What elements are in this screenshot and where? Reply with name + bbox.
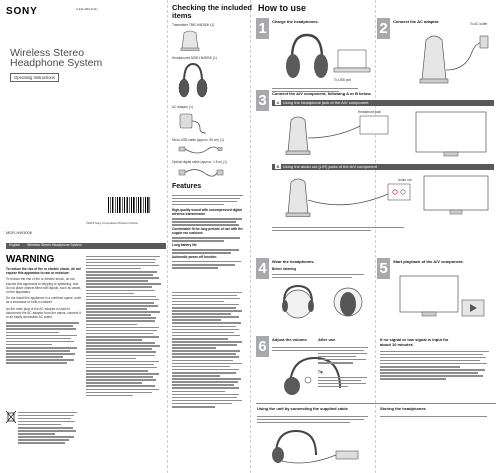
step-4-title: Wear the headphones. [272,259,315,264]
step-3-title: Connect the A/V component, following A or B below. [272,91,372,96]
step-3a-title: Using the headphone jack of the A/V component [282,100,369,105]
item-optical-cable-label: Optical digital cable (approx. 1.5 m) (1) [172,160,227,164]
headphones-image [178,62,208,100]
cover-body-column-2 [86,254,164,398]
step-3b-bar [272,164,494,170]
step-1-computer-image [330,48,372,78]
language-section-title: Wireless Stereo Headphone System [27,243,82,247]
warning-title: WARNING [6,254,55,265]
crossed-bin-icon [6,411,16,423]
feature-1-text [172,218,246,226]
step-2-transmitter-image [394,30,494,86]
usb-cable-section-title: Using the unit by connecting the supplied cable [257,406,348,411]
cover-subtitle: Operating Instructions [10,73,59,82]
step-4-number: 4 [256,258,269,279]
to-ac-outlet-label: To AC outlet [470,22,488,26]
barcode-graphic [107,197,151,219]
copyright: ©2015 Sony Corporation Printed in China [86,221,138,225]
feature-4: Automatic power-off function [172,255,217,260]
cover-title-line2: Headphone System [10,57,103,69]
warning-section [6,254,82,366]
feature-2: Comfortable fit for long periods of use with the supple ear cushions [172,227,244,236]
ac-adaptor-image [178,111,208,135]
step-3-text [272,225,492,233]
warning-paragraph-2: Do not install the appliance in a confined space, such as a bookcase or built-in cabinet. [6,296,82,305]
to-usb-port-label: To USB port [334,78,352,82]
document-code: 4-441-284-11(1) [76,7,98,11]
step-6-title: Adjust the volume. [272,337,308,342]
item-transmitter-label: Transmitter TMR-HW300K (1) [172,23,215,27]
item-usb-cable-label: Micro-USB cable (approx. 50 cm) (1) [172,138,224,142]
usb-cable-image [178,143,224,157]
step-3a-diagram [276,108,492,162]
usb-cable-section-text [257,414,373,425]
features-intro [172,193,246,207]
no-signal-title-line2: about 10 minutes [380,342,413,347]
language-label: English [9,243,21,247]
after-use-title: After use [318,337,336,342]
step-2-title: Connect the AC adaptor. [393,19,440,24]
step-5-title: Start playback of the A/V component. [393,259,464,264]
warning-more-text [6,322,82,364]
step-3b-diagram [276,172,492,224]
headphone-jack-label: Headphone jack [358,110,382,114]
disposal-notes [6,410,82,428]
warning-paragraph-1: To reduce the risk of fire or electric shock, do not expose this apparatus to dripping or splashing, and do not place objects filled with liquids, such as vases, on the apparatus. [6,277,82,295]
step-3a-bar [272,100,494,106]
usb-cable-connection-image [266,425,366,469]
feature-1: High-quality sound with uncompressed digital wireless transmission [172,208,242,217]
step-3b-title: Using the audio out (L/R) jacks of the A/V component [282,164,377,169]
item-ac-adaptor-label: AC adaptor (1) [172,105,193,109]
no-signal-title-line1: If no signal or low signal is input for [380,337,449,342]
step-1-headphones-image [284,32,330,82]
feature-4-text [172,261,246,269]
optical-cable-image [178,166,224,180]
fold-line-2 [250,0,251,473]
fold-line-1 [167,0,168,473]
step-2-number: 2 [377,18,390,39]
warning-paragraph-3: As the main plug of the AC adaptor is used to disconnect the AC adaptor from the mains, connect it to an easily accessible AC outlet. [6,306,81,320]
step-1-number: 1 [256,18,269,39]
step-3a-badge: A [276,100,280,105]
step-6-number: 6 [256,336,269,357]
item-headphones-label: Headphones MDR-HW300K (1) [172,56,217,60]
after-use-text [318,345,372,365]
no-signal-title [380,337,496,347]
feature-3-text [172,249,246,254]
before-listening-label: Before listening [272,267,297,271]
step-5-playback-image [396,270,492,330]
audio-out-label: Audio out [398,178,412,182]
features-title: Features [172,183,202,190]
features-list [172,208,246,270]
tip-label: Tip [318,370,323,374]
checking-title-line2: items [172,11,192,20]
checking-title [172,4,252,20]
cover-title-line1: Wireless Stereo [10,47,85,59]
step-3-number: 3 [256,90,269,111]
step-3b-badge: B [276,164,280,169]
storing-title: Storing the headphones [380,406,426,411]
checking-title-line1: Checking the included [172,3,253,12]
tip-text [318,375,372,389]
step-4-text [272,272,372,280]
storing-text [380,414,494,419]
step-4-wearing-image [276,280,372,330]
feature-2-text [172,237,246,242]
step-5-number: 5 [377,258,390,279]
model-label: MDR-HW300K [6,230,33,235]
warning-lead: To reduce the risk of fire or electric shock, do not expose this apparatus to rain or moisture. [6,267,81,276]
sony-logo: SONY [6,6,38,17]
transmitter-image [178,29,202,51]
precautions-column [172,290,246,409]
feature-3: Long battery life [172,243,197,248]
language-bar [6,243,166,249]
no-signal-text [380,349,494,381]
step-1-title: Charge the headphones. [272,19,319,24]
section-divider [256,403,496,404]
how-to-use-title: How to use [258,3,307,13]
disposal-text [18,410,80,446]
barcode-block [107,197,151,219]
